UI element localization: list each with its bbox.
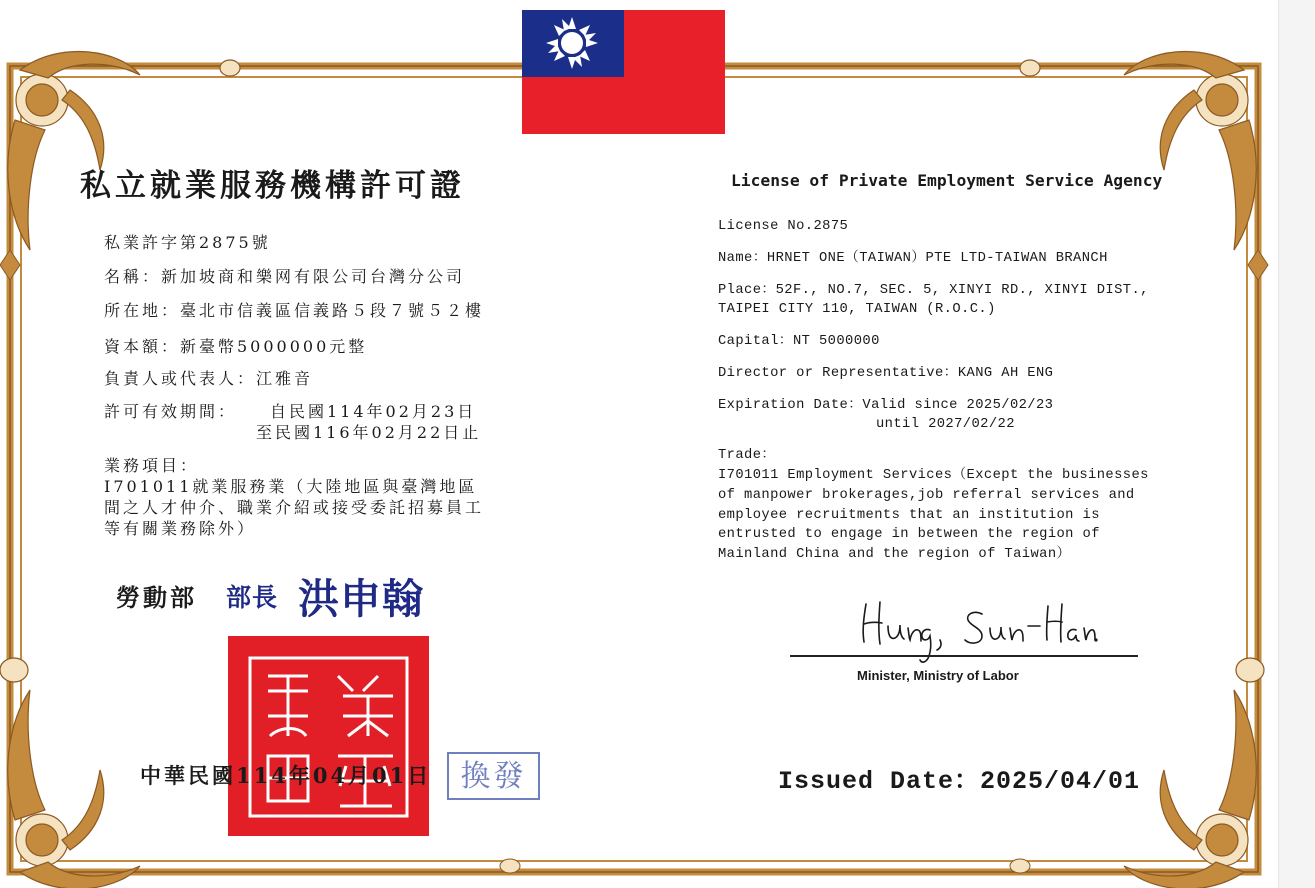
en-expiration-line: Expiration Date：Valid since 2025/02/23: [718, 398, 1054, 413]
zh-business-line: 間之人才仲介、職業介紹或接受委託招募員工: [104, 498, 485, 517]
zh-issue-date: 中華民國114年04月01日: [140, 763, 432, 788]
en-name: Name：HRNET ONE（TAIWAN）PTE LTD-TAIWAN BRANCH: [718, 251, 1108, 266]
en-trade-line: Mainland China and the region of Taiwan）: [718, 547, 1071, 562]
reissue-stamp: 換發: [447, 752, 540, 800]
zh-representative: 負責人或代表人：江雅音: [104, 369, 314, 388]
zh-address: 所在地：臺北市信義區信義路５段７號５２樓: [104, 301, 485, 320]
zh-business-label: 業務項目：: [104, 456, 200, 475]
en-issued-date: Issued Date：2025/04/01: [778, 767, 1141, 796]
en-capital: Capital：NT 5000000: [718, 334, 880, 349]
corner-ornament-bottom-right: [1124, 658, 1264, 888]
roc-flag: [522, 10, 725, 134]
zh-validity-label: 許可有效期間：: [104, 402, 238, 421]
zh-license-no: 私業許字第2875號: [104, 233, 271, 252]
en-minister: Minister, Ministry of Labor: [857, 668, 1019, 683]
en-trade-line: I701011 Employment Services（Except the businesses: [718, 468, 1149, 483]
en-trade-line: entrusted to engage in between the region of: [718, 527, 1100, 542]
page-edge: [1278, 0, 1315, 888]
zh-business-line: 等有關業務除外）: [104, 519, 257, 538]
seal-glyphs: [228, 636, 429, 836]
zh-business-line: I701011就業服務業（大陸地區與臺灣地區: [104, 477, 478, 496]
zh-name: 名稱：新加坡商和樂网有限公司台灣分公司: [104, 267, 466, 286]
en-title: License of Private Employment Service Agency: [731, 171, 1163, 190]
en-place-line: Place：52F., NO.7, SEC. 5, XINYI RD., XINYI DIST.,: [718, 283, 1149, 298]
ministry-seal: [228, 636, 429, 836]
zh-minister-name: 洪申翰: [298, 575, 424, 623]
zh-title: 私立就業服務機構許可證: [80, 168, 465, 204]
signature-line: [790, 655, 1138, 657]
side-ornament-right: [1248, 250, 1268, 280]
zh-validity-from: 自民國114年02月23日: [270, 402, 477, 421]
en-place-line: TAIPEI CITY 110, TAIWAN (R.O.C.): [718, 302, 996, 317]
side-ornament-left: [0, 250, 20, 280]
minister-signature: [858, 596, 1098, 668]
zh-ministry: 勞動部: [116, 583, 197, 612]
white-sun-icon: [522, 10, 624, 77]
zh-minister-title: 部長: [226, 583, 279, 612]
en-director: Director or Representative：KANG AH ENG: [718, 366, 1054, 381]
zh-validity-to: 至民國116年02月22日止: [256, 423, 482, 442]
en-trade-line: of manpower brokerages,job referral services and: [718, 488, 1135, 503]
corner-ornament-top-left: [8, 51, 240, 250]
corner-ornament-top-right: [1020, 51, 1256, 250]
en-expiration-line: until 2027/02/22: [876, 417, 1015, 432]
en-trade-label: Trade：: [718, 448, 776, 463]
en-license-no: License No.2875: [718, 219, 849, 234]
en-trade-line: employee recruitments that an institution is: [718, 508, 1100, 523]
zh-capital: 資本額：新臺幣5000000元整: [104, 337, 368, 356]
